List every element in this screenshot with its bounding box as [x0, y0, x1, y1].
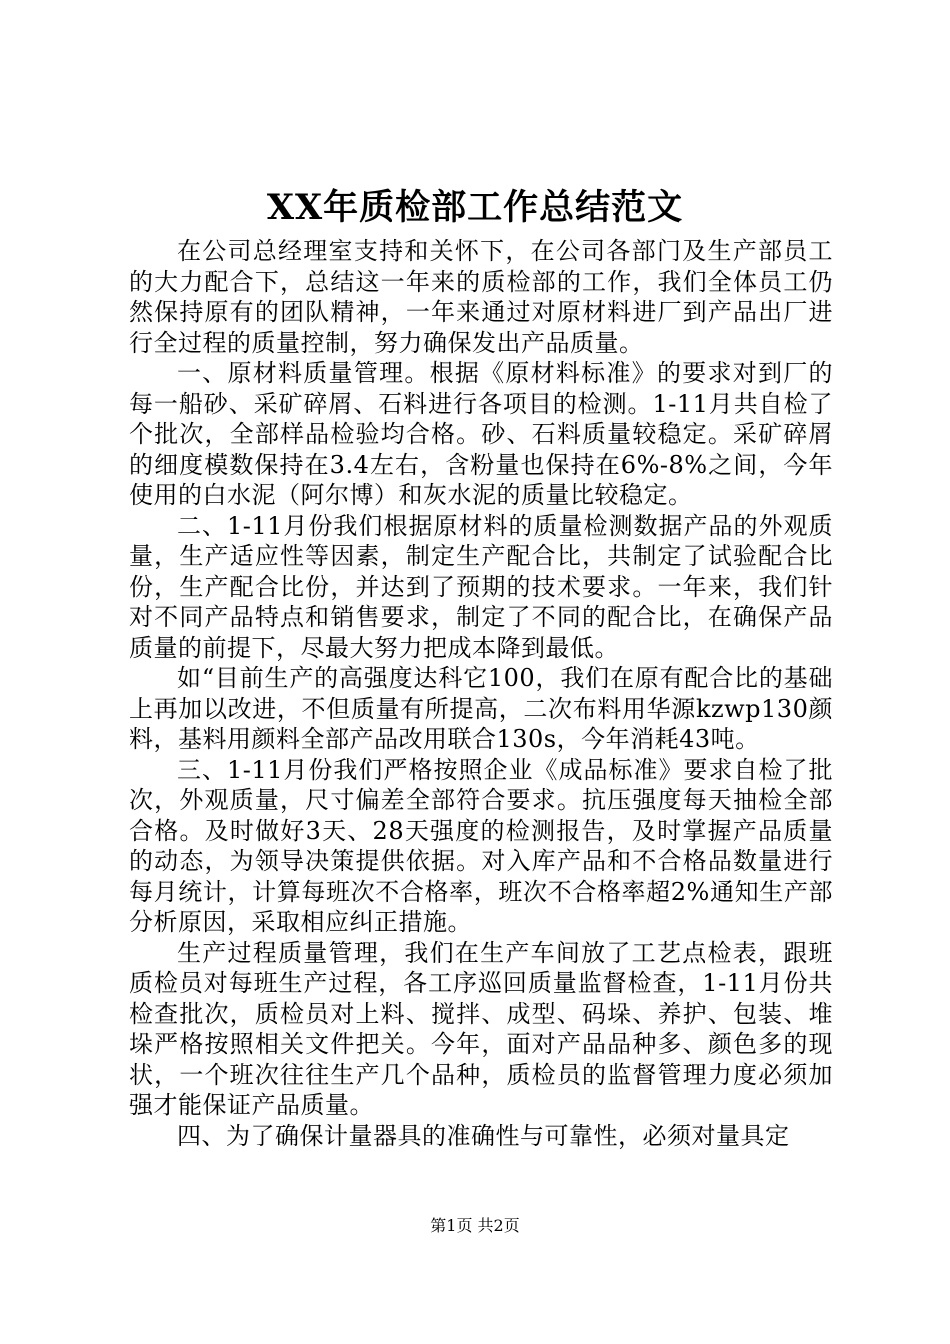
paragraph-measuring-tools: 四、为了确保计量器具的准确性与可靠性，必须对量具定 — [177, 1121, 790, 1150]
paragraph-intro: 在公司总经理室支持和关怀下，在公司各部门及生产部员工的大力配合下，总结这一年来的质检部的工作，我们全体员工仍然保持原有的团队精神，一年来通过对原材料进厂到产品出厂进行全过程的质量控制，努力确保发出产品质量。 — [129, 237, 833, 357]
paragraph-example: 如“目前生产的高强度达科它100，我们在原有配合比的基础上再加以改进，不但质量有所提高，二次布料用华源kzwp130颜料，基料用颜料全部产品改用联合130s，今年消耗43吨。 — [129, 664, 833, 753]
paragraph-process-control: 生产过程质量管理，我们在生产车间放了工艺点检表，跟班质检员对每班生产过程，各工序巡回质量监督检查，1-11月份共检查批次，质检员对上料、搅拌、成型、码垛、养护、包装、堆垛严格按照相关文件把关。今年，面对产品品种多、颜色多的现状，一个班次往往生产几个品种，质检员的监督管理力度必须加强才能保证产品质量。 — [129, 938, 833, 1119]
paragraph-mix-ratio: 二、1-11月份我们根据原材料的质量检测数据产品的外观质量，生产适应性等因素，制定生产配合比，共制定了试验配合比份，生产配合比份，并达到了预期的技术要求。一年来，我们针对不同产品特点和销售要求，制定了不同的配合比，在确保产品质量的前提下，尽最大努力把成本降到最低。 — [129, 511, 833, 662]
paragraph-raw-materials: 一、原材料质量管理。根据《原材料标准》的要求对到厂的每一船砂、采矿碎屑、石料进行各项目的检测。1-11月共自检了个批次，全部样品检验均合格。砂、石料质量较稳定。采矿碎屑的细度模数保持在3.4左右，含粉量也保持在6%-8%之间，今年使用的白水泥（阿尔博）和灰水泥的质量比较稳定。 — [129, 359, 833, 509]
document-body — [129, 236, 833, 1151]
document-title: XX年质检部工作总结范文 — [266, 187, 684, 228]
paragraph-finished-products: 三、1-11月份我们严格按照企业《成品标准》要求自检了批次，外观质量，尺寸偏差全部符合要求。抗压强度每天抽检全部合格。及时做好3天、28天强度的检测报告，及时掌握产品质量的动态，为领导决策提供依据。对入库产品和不合格品数量进行每月统计，计算每班次不合格率，班次不合格率超2%通知生产部分析原因，采取相应纠正措施。 — [129, 755, 833, 936]
page-number-footer: 第1页 共2页 — [430, 1216, 520, 1235]
